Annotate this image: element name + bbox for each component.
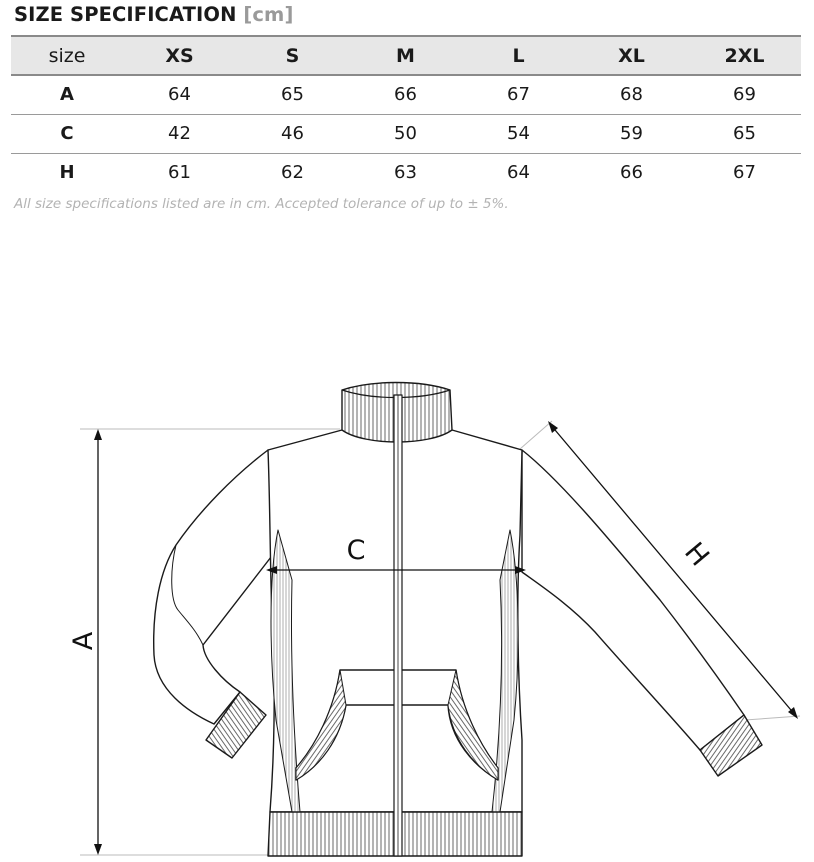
dimension-label-c: C: [346, 535, 366, 566]
table-cell: 61: [168, 162, 191, 184]
table-cell: 66: [349, 75, 462, 114]
header-size-xs: XS: [123, 36, 236, 75]
table-cell: 64: [123, 75, 236, 114]
header-size-m: M: [349, 36, 462, 75]
table-cell: 65: [688, 114, 801, 153]
table-cell: 68: [575, 75, 688, 114]
jacket-drawing: [154, 383, 762, 857]
table-cell: 46: [236, 114, 349, 153]
row-label-a: A: [11, 75, 123, 114]
table-cell: 64: [507, 162, 530, 184]
header-size-2xl: 2XL: [688, 36, 801, 75]
table-cell: 54: [462, 114, 575, 153]
table-cell: 42: [123, 114, 236, 153]
table-cell: 62: [281, 162, 304, 184]
table-cell: 59: [575, 114, 688, 153]
table-cell: 66: [620, 162, 643, 184]
table-cell: 65: [236, 75, 349, 114]
arrow-a-bottom: [94, 844, 102, 855]
table-cell: 67: [733, 162, 756, 184]
tolerance-note: All size specifications listed are in cm. Accepted tolerance of up to ± 5%.: [14, 196, 509, 212]
table-cell: 63: [394, 162, 417, 184]
header-size-xl: XL: [575, 36, 688, 75]
table-cell: 69: [688, 75, 801, 114]
row-label-h: H: [59, 162, 75, 184]
header-size-label: size: [11, 36, 123, 75]
title-unit: [cm]: [243, 3, 294, 26]
table-cell: 50: [349, 114, 462, 153]
dimension-label-a: A: [68, 631, 99, 651]
arrow-a-top: [94, 429, 102, 440]
header-size-s: S: [236, 36, 349, 75]
row-label-c: C: [11, 114, 123, 153]
table-cell: 67: [462, 75, 575, 114]
right-sleeve: [522, 450, 744, 750]
title-text: SIZE SPECIFICATION: [14, 3, 237, 26]
dimension-label-h: H: [678, 536, 715, 573]
header-size-l: L: [462, 36, 575, 75]
